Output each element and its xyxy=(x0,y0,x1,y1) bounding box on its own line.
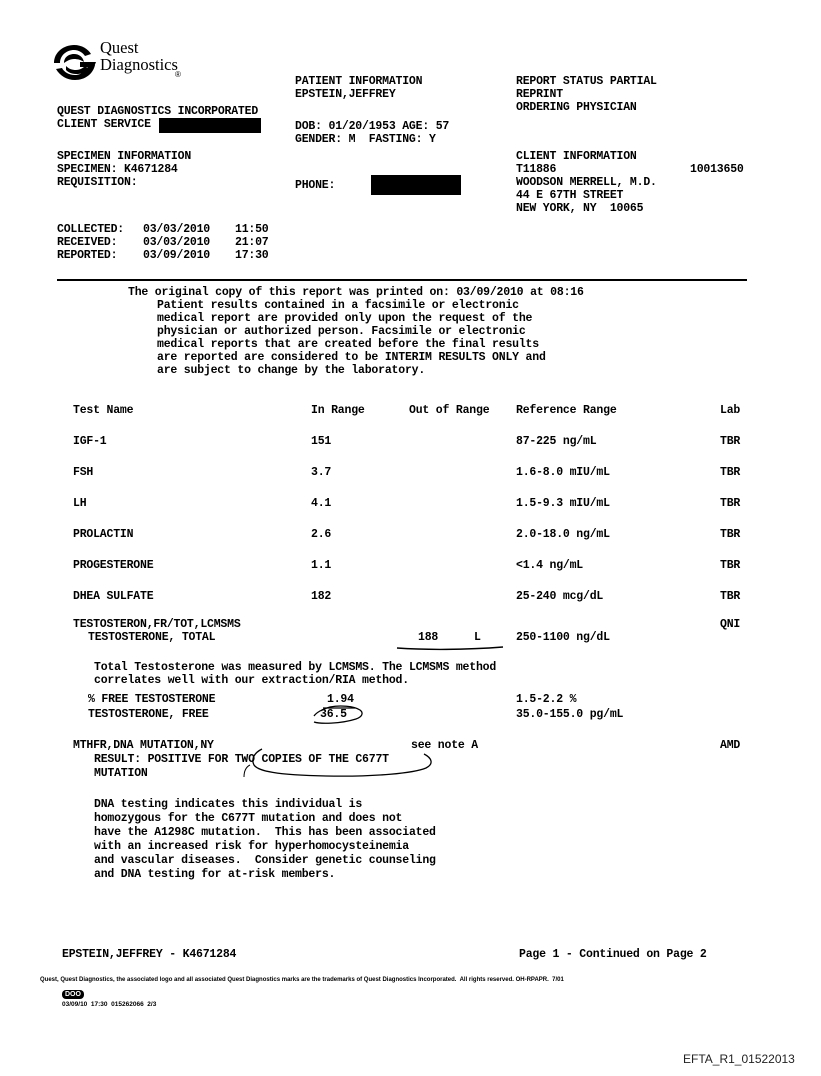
time-value: 21:07 xyxy=(235,236,269,249)
fax-stamp: 03/09/10 17:30 015262066 2/3 xyxy=(62,1001,157,1008)
date-value: 03/03/2010 xyxy=(143,236,211,249)
handwritten-circle xyxy=(310,702,366,726)
method-note: Total Testosterone was measured by LCMSMS. The LCMSMS method xyxy=(94,661,497,674)
notice-line: are reported are considered to be INTERIM RESULTS ONLY and xyxy=(157,351,546,364)
reference-range: 1.5-2.2 % xyxy=(516,693,577,706)
abnormal-flag: L xyxy=(474,631,481,644)
in-range-value: 4.1 xyxy=(311,497,332,510)
lab-code: TBR xyxy=(720,466,741,479)
reference-range: <1.4 ng/mL xyxy=(516,559,584,572)
test-name: MTHFR,DNA MUTATION,NY xyxy=(73,739,214,752)
logo-line-1: Quest xyxy=(100,38,139,57)
col-in-range: In Range xyxy=(311,404,365,417)
in-range-value: 1.94 xyxy=(327,693,354,706)
specimen-heading: SPECIMEN INFORMATION xyxy=(57,150,192,163)
notice-line: The original copy of this report was printed on: 03/09/2010 at 08:16 xyxy=(128,286,584,299)
test-name: TESTOSTERONE, FREE xyxy=(88,708,209,721)
date-label: COLLECTED: xyxy=(57,223,125,236)
table-row xyxy=(0,467,821,481)
client-info-heading: CLIENT INFORMATION xyxy=(516,150,637,163)
registered-mark: ® xyxy=(175,70,181,79)
lab-code: AMD xyxy=(720,739,741,752)
lab-code: TBR xyxy=(720,528,741,541)
patient-gender-fasting: GENDER: M FASTING: Y xyxy=(295,133,436,146)
notice-line: physician or authorized person. Facsimile or electronic xyxy=(157,325,526,338)
out-of-range-value: 188 xyxy=(418,631,439,644)
lab-code: TBR xyxy=(720,497,741,510)
specimen-id: SPECIMEN: K4671284 xyxy=(57,163,178,176)
requisition-label: REQUISITION: xyxy=(57,176,138,189)
date-label: RECEIVED: xyxy=(57,236,118,249)
date-value: 03/03/2010 xyxy=(143,223,211,236)
time-value: 17:30 xyxy=(235,249,269,262)
interpretation-line: and vascular diseases. Consider genetic counseling xyxy=(94,854,436,867)
in-range-value: 151 xyxy=(311,435,332,448)
lab-code: TBR xyxy=(720,590,741,603)
mthfr-result: MUTATION xyxy=(94,767,148,780)
patient-name: EPSTEIN,JEFFREY xyxy=(295,88,396,101)
handwritten-circle xyxy=(236,745,436,783)
col-reference-range: Reference Range xyxy=(516,404,617,417)
interpretation-line: homozygous for the C677T mutation and does not xyxy=(94,812,403,825)
reference-range: 1.5-9.3 mIU/mL xyxy=(516,497,610,510)
patient-info-heading: PATIENT INFORMATION xyxy=(295,75,423,88)
table-row xyxy=(0,560,821,574)
notice-line: Patient results contained in a facsimile or electronic xyxy=(157,299,519,312)
client-account: 10013650 xyxy=(690,163,744,176)
col-out-of-range: Out of Range xyxy=(409,404,490,417)
quest-logo-icon xyxy=(50,42,98,84)
reference-range: 2.0-18.0 ng/mL xyxy=(516,528,610,541)
reference-range: 35.0-155.0 pg/mL xyxy=(516,708,624,721)
client-city: NEW YORK, NY 10065 xyxy=(516,202,644,215)
interpretation-line: and DNA testing for at-risk members. xyxy=(94,868,336,881)
date-label: REPORTED: xyxy=(57,249,118,262)
test-name: PROLACTIN xyxy=(73,528,134,541)
fax-badge-text: DOO xyxy=(65,991,81,998)
test-name: FSH xyxy=(73,466,94,479)
notice-line: medical reports that are created before the final results xyxy=(157,338,539,351)
test-name: LH xyxy=(73,497,87,510)
col-test-name: Test Name xyxy=(73,404,134,417)
patient-dob-age: DOB: 01/20/1953 AGE: 57 xyxy=(295,120,450,133)
table-row xyxy=(0,498,821,512)
handwritten-underline xyxy=(395,645,505,651)
test-name: IGF-1 xyxy=(73,435,107,448)
reference-range: 25-240 mcg/dL xyxy=(516,590,604,603)
in-range-value: 182 xyxy=(311,590,332,603)
lab-code: QNI xyxy=(720,618,741,631)
col-lab: Lab xyxy=(720,404,741,417)
notice-line: are subject to change by the laboratory. xyxy=(157,364,426,377)
test-name: PROGESTERONE xyxy=(73,559,154,572)
panel-name: TESTOSTERON,FR/TOT,LCMSMS xyxy=(73,618,241,631)
notice-line: medical report are provided only upon the request of the xyxy=(157,312,533,325)
interpretation-line: with an increased risk for hyperhomocysteinemia xyxy=(94,840,409,853)
footer-patient: EPSTEIN,JEFFREY - K4671284 xyxy=(62,948,237,961)
in-range-value: 3.7 xyxy=(311,466,332,479)
report-status: REPORT STATUS PARTIAL xyxy=(516,75,657,88)
trademark-notice: Quest, Quest Diagnostics, the associated logo and all associated Quest Diagnostics marks are the trademarks of Quest Diagnostics Incorporated. All rights reserved. OH-RPAPR. 7/01 xyxy=(40,977,564,983)
test-name: % FREE TESTOSTERONE xyxy=(88,693,216,706)
header-divider xyxy=(57,279,747,281)
logo-line-2: Diagnostics xyxy=(100,55,178,74)
reference-range: 250-1100 ng/dL xyxy=(516,631,610,644)
table-row xyxy=(0,529,821,543)
report-reprint: REPRINT xyxy=(516,88,563,101)
fax-badge xyxy=(62,990,84,999)
physician-name: WOODSON MERRELL, M.D. xyxy=(516,176,657,189)
mthfr-result: RESULT: POSITIVE FOR TWO COPIES OF THE C677T xyxy=(94,753,389,766)
table-row xyxy=(0,591,821,605)
test-name: DHEA SULFATE xyxy=(73,590,154,603)
in-range-value: 2.6 xyxy=(311,528,332,541)
interpretation-line: have the A1298C mutation. This has been associated xyxy=(94,826,436,839)
redaction-bar xyxy=(159,118,261,133)
in-range-value: 36.5 xyxy=(320,708,347,721)
document-id: EFTA_R1_01522013 xyxy=(683,1052,795,1066)
client-service-label: CLIENT SERVICE xyxy=(57,118,151,131)
client-code: T11886 xyxy=(516,163,557,176)
reference-range: 1.6-8.0 mIU/mL xyxy=(516,466,610,479)
phone-label: PHONE: xyxy=(295,179,336,192)
date-value: 03/09/2010 xyxy=(143,249,211,262)
reference-range: 87-225 ng/mL xyxy=(516,435,597,448)
footer-page-indicator: Page 1 - Continued on Page 2 xyxy=(519,948,707,961)
company-name: QUEST DIAGNOSTICS INCORPORATED xyxy=(57,105,259,118)
lab-code: TBR xyxy=(720,559,741,572)
time-value: 11:50 xyxy=(235,223,269,236)
lab-code: TBR xyxy=(720,435,741,448)
method-note: correlates well with our extraction/RIA method. xyxy=(94,674,409,687)
in-range-value: 1.1 xyxy=(311,559,332,572)
table-row xyxy=(0,436,821,450)
ordering-physician-label: ORDERING PHYSICIAN xyxy=(516,101,637,114)
client-street: 44 E 67TH STREET xyxy=(516,189,624,202)
test-name: TESTOSTERONE, TOTAL xyxy=(88,631,216,644)
redaction-bar xyxy=(371,175,461,195)
note-reference: see note A xyxy=(411,739,479,752)
interpretation-line: DNA testing indicates this individual is xyxy=(94,798,363,811)
